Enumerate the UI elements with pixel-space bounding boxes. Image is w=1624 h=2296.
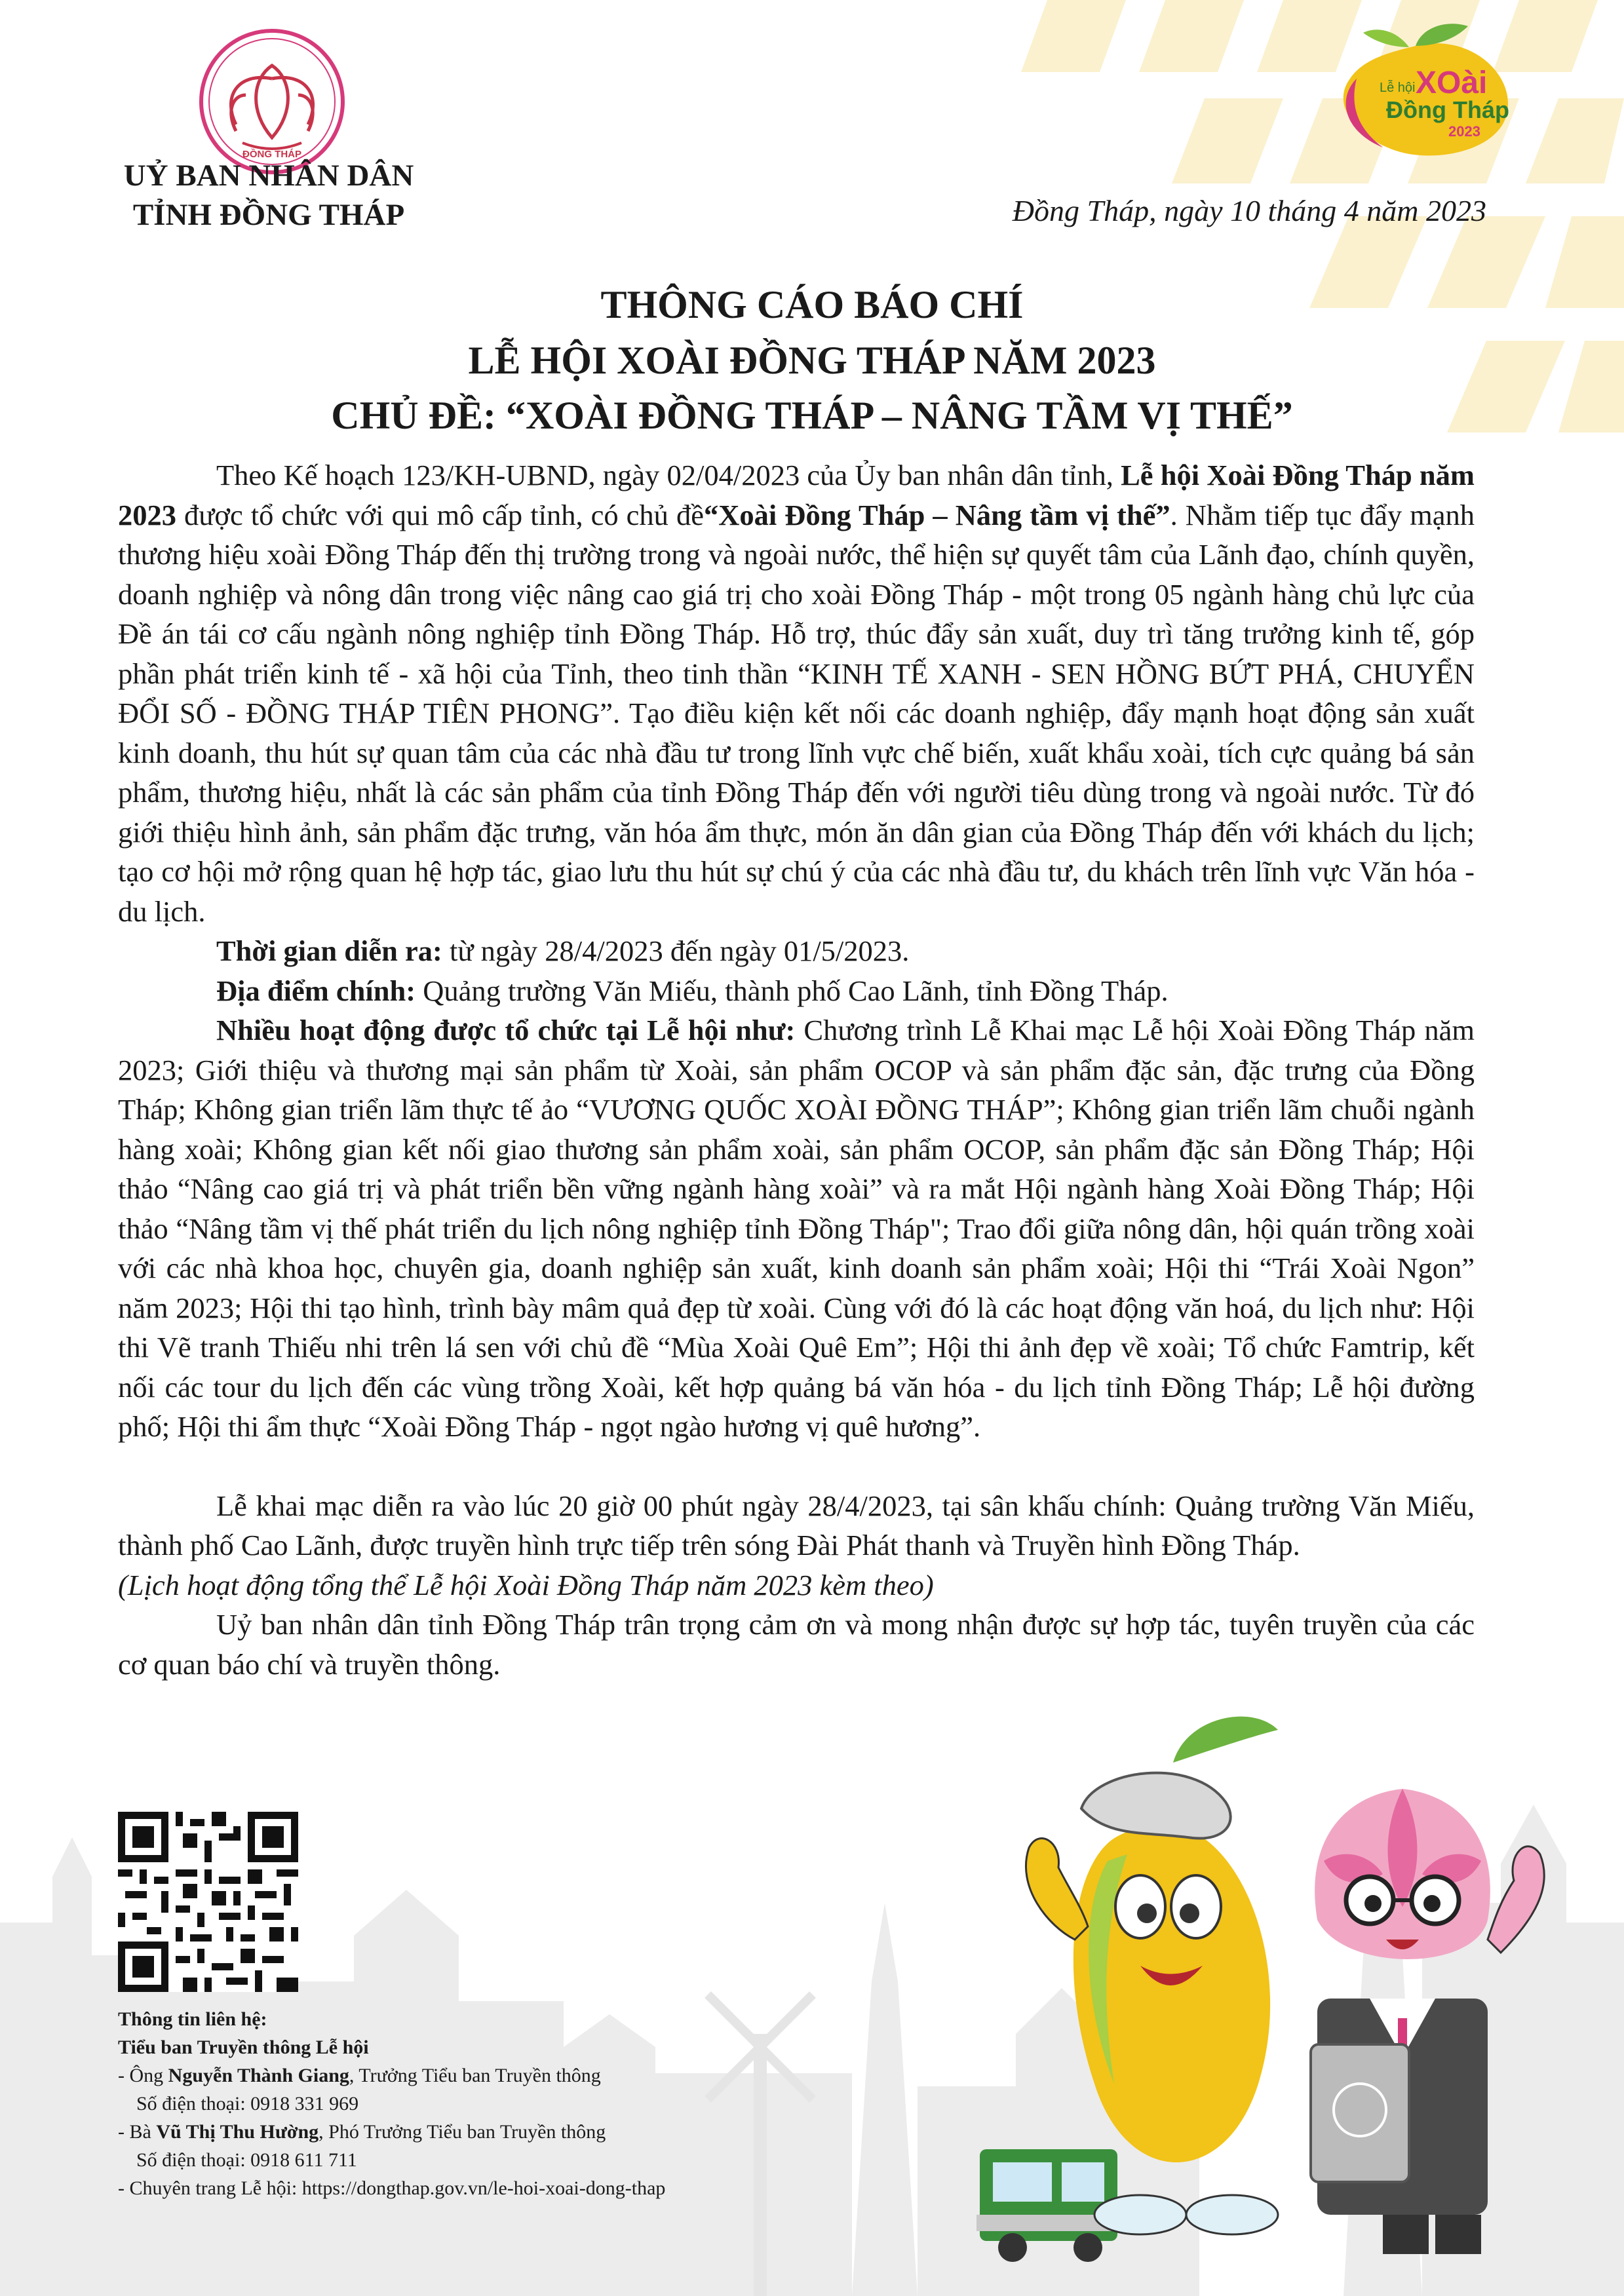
contact-info [118,2005,904,2202]
thanks-paragraph: Uỷ ban nhân dân tỉnh Đồng Tháp trân trọng cảm ơn và mong nhận được sự hợp tác, tuyên truyền của các cơ quan báo chí và truyền thông. [118,1608,1475,1681]
title-theme: CHỦ ĐỀ: “XOÀI ĐỒNG THÁP – NÂNG TẦM VỊ THẾ” [331,394,1293,437]
lotus-mascot [1311,1789,1544,2254]
place-paragraph: Địa điểm chính: Quảng trường Văn Miếu, thành phố Cao Lãnh, tỉnh Đồng Tháp. [216,974,1169,1007]
contact-person-1: - Ông Nguyễn Thành Giang, Trưởng Tiểu ban Truyền thông [118,2065,601,2086]
svg-text:Đồng Tháp: Đồng Tháp [1386,96,1509,123]
mango-lotus-mascots-illustration [976,1691,1573,2267]
intro-paragraph: Theo Kế hoạch 123/KH-UBND, ngày 02/04/2023 của Ủy ban nhân dân tỉnh, Lễ hội Xoài Đồng Tháp năm 2023 được tổ chức với qui mô cấp tỉnh, có chủ đề“Xoài Đồng Tháp – Nâng tầm vị thế”. Nhằm tiếp tục đẩy mạnh thương hiệu xoài Đồng Tháp đến thị trường trong và ngoài nước, thể hiện sự quyết tâm của Lãnh đạo, chính quyền, doanh nghiệp và nông dân trong việc nâng cao giá trị cho xoài Đồng Tháp - một trong 05 ngành hàng chủ lực của Đề án tái cơ cấu ngành nông nghiệp tỉnh Đồng Tháp. Hỗ trợ, thúc đẩy sản xuất, duy trì tăng trưởng kinh tế, góp phần phát triển kinh tế - xã hội của Tỉnh, theo tinh thần “KINH TẾ XANH - SEN HỒNG BỨT PHÁ, CHUYỂN ĐỔI SỐ - ĐỒNG THÁP TIÊN PHONG”. Tạo điều kiện kết nối các doanh nghiệp, đẩy mạnh hoạt động sản xuất kinh doanh, thu hút sự quan tâm của các nhà đầu tư trong lĩnh vực chế biến, xuất khẩu xoài, tích cực quảng bá sản phẩm, thương hiệu, nhất là các sản phẩm của tỉnh Đồng Tháp đến với người tiêu dùng trong và ngoài nước. Từ đó giới thiệu hình ảnh, sản phẩm đặc trưng, văn hóa ẩm thực, món ăn dân gian của Đồng Tháp đến với khách du lịch; tạo cơ hội mở rộng quan hệ hợp tác, giao lưu thu hút sự chú ý của các nhà đầu tư, du khách trên lĩnh vực Văn hóa - du lịch. [118,459,1475,928]
schedule-note: (Lịch hoạt động tổng thể Lễ hội Xoài Đồng Tháp năm 2023 kèm theo) [118,1568,934,1601]
contact-subheading: Tiểu ban Truyền thông Lễ hội [118,2037,369,2058]
title-festival-name: LỄ HỘI XOÀI ĐỒNG THÁP NĂM 2023 [468,339,1156,382]
contact-phone-1: Số điện thoại: 0918 331 969 [136,2093,359,2114]
contact-heading: Thông tin liên hệ: [118,2008,267,2030]
svg-text:ĐỒNG THÁP: ĐỒNG THÁP [242,149,301,160]
document-date: Đồng Tháp, ngày 10 tháng 4 năm 2023 [1012,194,1486,227]
press-release-body [118,455,1475,1684]
svg-text:XOài: XOài [1416,66,1488,100]
contact-phone-2: Số điện thoại: 0918 611 711 [136,2149,357,2171]
activities-paragraph: Nhiều hoạt động được tổ chức tại Lễ hội như: Chương trình Lễ Khai mạc Lễ hội Xoài Đồng Tháp năm 2023; Giới thiệu và thương mại sản phẩm từ Xoài, sản phẩm OCOP và sản phẩm đặc sản, đặc trưng của Đồng Tháp; Không gian triển lãm thực tế ảo “VƯƠNG QUỐC XOÀI ĐỒNG THÁP”; Không gian triển lãm chuỗi ngành hàng xoài; Không gian kết nối giao thương sản phẩm xoài, sản phẩm OCOP, sản phẩm đặc sản Đồng Tháp; Hội thảo “Nâng cao giá trị và phát triển bền vững ngành hàng xoài” và ra mắt Hội ngành hàng Xoài Đồng Tháp; Hội thảo “Nâng tầm vị thế phát triển du lịch nông nghiệp tỉnh Đồng Tháp"; Trao đổi giữa nông dân, hội quán trồng xoài với các nhà khoa học, chuyên gia, doanh nghiệp sản xuất, kinh doanh sản phẩm xoài; Hội thi “Trái Xoài Ngon” năm 2023; Hội thi tạo hình, trình bày mâm quả đẹp từ xoài. Cùng với đó là các hoạt động văn hoá, du lịch như: Hội thi Vẽ tranh Thiếu nhi trên lá sen với chủ đề “Mùa Xoài Quê Em”; Hội thi ảnh đẹp về xoài; Tổ chức Famtrip, kết nối các tour du lịch đến các vùng trồng Xoài, kết hợp quảng bá văn hóa - du lịch tỉnh Đồng Tháp; Lễ hội đường phố; Hội thi ẩm thực “Xoài Đồng Tháp - ngọt ngào hương vị quê hương”. [118,1014,1475,1443]
dong-thap-emblem-logo [197,26,347,177]
svg-text:2023: 2023 [1448,123,1480,140]
contact-person-2: - Bà Vũ Thị Thu Hường, Phó Trưởng Tiểu ban Truyền thông [118,2121,606,2143]
org-name-line2: TỈNH ĐỒNG THÁP [132,198,405,232]
opening-paragraph: Lễ khai mạc diễn ra vào lúc 20 giờ 00 phút ngày 28/4/2023, tại sân khấu chính: Quảng trường Văn Miếu, thành phố Cao Lãnh, được truyền hình trực tiếp trên sóng Đài Phát thanh và Truyền hình Đồng Tháp. [118,1489,1475,1561]
time-paragraph: Thời gian diễn ra: từ ngày 28/4/2023 đến ngày 01/5/2023. [216,934,910,967]
svg-text:Lễ hội: Lễ hội [1380,81,1416,95]
title-press-release: THÔNG CÁO BÁO CHÍ [600,283,1024,326]
qr-code[interactable] [118,1812,298,1992]
festival-website-link[interactable]: - Chuyên trang Lễ hội: https://dongthap.gov.vn/le-hoi-xoai-dong-thap [118,2177,666,2199]
mango-festival-logo [1317,20,1520,170]
org-name-line1: UỶ BAN NHÂN DÂN [123,159,414,193]
